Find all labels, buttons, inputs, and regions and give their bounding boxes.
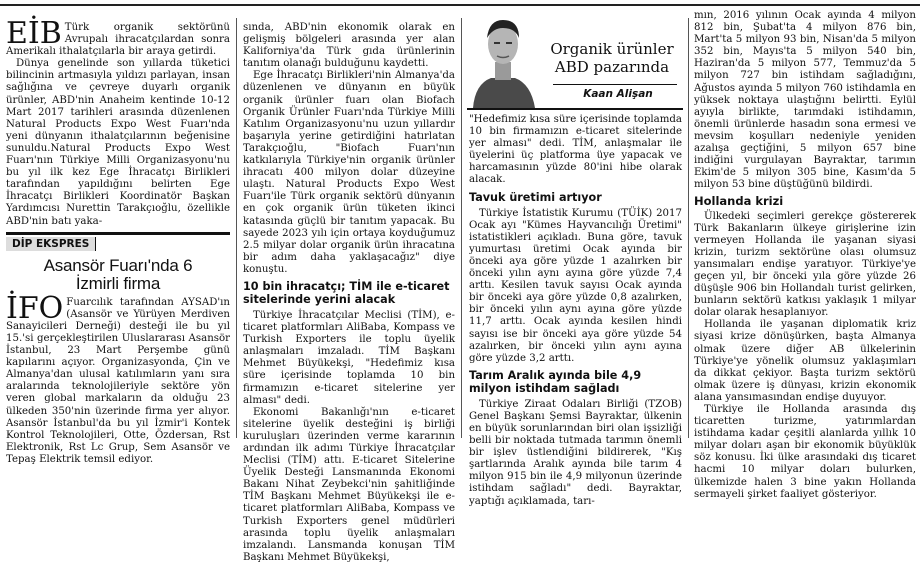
column-rule [461,18,462,438]
header-rule [467,108,683,110]
body-paragraph: mın, 2016 yılının Ocak ayında 4 milyon 812 bin, Şubat'ta 4 milyon 876 bin, Mart'ta 5 milyon 93 bin, Nisan'da 5 milyon 352 bin, Mayıs'ta 5 milyon 540 bin, Haziran'da 5 milyon 577, Temmuz'da 5 milyon 727 bin istihdam sağladığını, Ağustos ayında 5 milyon 760 istihdamla en yüksek noktaya ulaştığını belirtti. Eylül ayıyla birlikte, tarımdaki istihdamın, önemli ürünlerde hasadın sona ermesi ve mevsim koşulları nedeniyle yeniden azalışa geçtiğini, 5 milyon 657 bine indiğini vurgulayan Bayraktar, tarımın Ekim'de 5 milyon 305 bine, Kasım'da 5 milyon 53 bine düştüğünü bildirdi. [694,10,916,191]
column-2 [243,22,455,564]
title-rule [553,84,677,85]
column-title: Organik ürünler ABD pazarında [550,40,674,76]
column-3 [469,114,682,508]
author-portrait-icon [469,6,537,108]
author-photo [469,6,537,108]
body-paragraph: Ülkedeki seçimleri gerekçe göstererek Türk Bakanların ülkeye girişlerine izin vermeyen Hollanda ile yaşanan siyasi krizin, turizm sektörüne olası olumsuz yansımaları endişe yaratıyor. Türkiye'ye geçen yıl, bir önceki yıla göre yüzde 26 düşüşle 906 bin Hollandalı turist gelirken, bunların sektörü katkısı yaklaşık 1 milyar dolar olarak hesaplanıyor. [694,210,916,319]
dropcap: İFO [6,290,64,326]
lead-paragraph: EİB Türk organik sektörünü Avrupalı ihracatçılardan sonra Amerikalı ithalatçılarla bir araya getirdi. [6,16,230,58]
byline: Kaan Alişan [583,88,653,100]
column-1 [6,16,230,466]
subheading: Hollanda krizi [694,194,784,209]
body-paragraph: "Hedefimiz kısa süre içerisinde toplamda 10 bin firmamızın e-ticaret sitelerinde yer alması" dedi. TİM, anlaşmalar ile üyelerini üç platforma üye yapacak ve harcamasının yüzde 80'ini hibe olarak alacak. [469,114,682,186]
dropcap: EİB [6,16,62,51]
box-headline: Asansör Fuarı'nda 6 İzmirli firma [43,255,193,293]
body-paragraph: Türkiye İhracatçılar Meclisi (TİM), e-ticaret platformları AliBaba, Kompass ve Turkish Exporters ile toplu üyelik anlaşmaları imzaladı. TİM Başkanı Mehmet Büyükekşi, "Hedefimiz kısa süre içerisinde toplamda 10 bin firmamızın e-ticaret sitelerine yer alması" dedi. [243,309,455,406]
body-paragraph: Ege İhracatçı Birlikleri'nin Almanya'da düzenlenen ve dünyanın en büyük organik ürünler fuarı olan Biofach Organik Ürünler Fuarı'nda Türkiye Milli Katılım Organizasyonu'nu uzun yıllardır başarıyla yerine getirdiğini hatırlatan Tarakçıoğlu, "Biofach Fuarı'nın katkılarıyla Türkiye'nin organik ürünler ihracatı 400 milyon dolar düzeyine ulaştı. Natural Products Expo West Fuarı'ile Türk organik sektörü dünyanın en çok organik ürün tüketen ikinci katasında güçlü bir tanıtım yapacak. Bu sayede 2023 yılı için ortaya koyduğumuz 2.5 milyar dolar organik ürün ihracatına bir adım daha yaklaşacağız" diye konuştu. [243,70,455,275]
body-paragraph: Türkiye ile Hollanda arasında dış ticaretten turizme, yatırımlardan istihdama kadar çeşitli alanlarda yıllık 10 milyar doları aşan bir ekonomik büyüklük söz konusu. İki ülke arasındaki dış ticaret hacmi 10 milyar doları bulurken, ülkemizde halen 3 bine yakın Hollanda sermayeli şirket faaliyet gösteriyor. [694,404,916,500]
column-rule [688,18,689,438]
body-paragraph: Ekonomi Bakanlığı'nın e-ticaret sitelerine üyelik desteğini iş birliği kuruluşları üzerinden verme kararının ardından ilk adımı Türkiye İhracatçılar Meclisi (TİM) attı. E-ticaret Sitelerine Üyelik Desteği Lansmanında Ekonomi Bakanı Nihat Zeybekci'nin şahitliğinde TİM Başkanı Mehmet Büyükekşi ile e-ticaret platformları AliBaba, Kompass ve Turkish Exporters genel müdürleri arasında toplu üyelik anlaşmaları imzalandı. Lansmanda konuşan TİM Başkanı Mehmet Büyükekşi, [243,406,455,563]
column-rule [236,18,237,438]
body-paragraph: Hollanda ile yaşanan diplomatik kriz siyasi krize dönüşürken, başta Almanya olmak üzere diğer AB ülkelerinin Türkiye'ye yönelik olumsuz yaklaşımları da dikkat çekiyor. Başta turizm sektörü olmak üzere iş dünyası, krizin ekonomik alana yansımasından endişe duyuyor. [694,319,916,403]
subheading: 10 bin ihracatçı; TİM ile e-ticaret sitelerinde yerini alacak [243,279,450,306]
body-paragraph: Dünya genelinde son yıllarda tüketici bilincinin artmasıyla yıldızı parlayan, insan sağlığına ve çevreye duyarlı organik ürünler, ABD'nin Anaheim kentinde 10-12 Mart 2017 tarihleri arasında düzenlenen Natural Products Expo West Fuarı'nda yeni dünyanın ithalatçılarının beğenisine sunuldu.Natural Products Expo West Fuarı'nın Türkiye Milli Organizasyonu'nu bu yıl ilk kez Ege İhracatçı Birlikleri tarafından yapıldığını belirten Ege İhracatçı Birlikleri Koordinatör Başkan Yardımcısı Nurettin Tarakçıoğlu, özellikle ABD'nin batı yaka- [6,58,230,227]
body-paragraph: Türkiye Ziraat Odaları Birliği (TZOB) Genel Başkanı Şemsi Bayraktar, ülkenin en büyük sorunlarından biri olan işsizliği belli bir noktada tutmada tarımın önemli bir işlev üstlendiğini bildirerek, "Kış şartlarında Aralık ayında bile tarım 4 milyon 915 bin ile 4,9 milyonun üzerinde istihdam sağladı" dedi. Bayraktar, yaptığı açıklamada, tarı- [469,398,682,507]
subheading: Tarım Aralık ayında bile 4,9 milyon istihdam sağladı [469,368,642,395]
body-paragraph: Türkiye İstatistik Kurumu (TÜİK) 2017 Ocak ayı "Kümes Hayvancılığı Üretimi" istatistikleri açıkladı. Buna göre, tavuk yumurtası üretimi Ocak ayında bir önceki aya göre yüzde 1 azalırken bir önceki yılın aynı ayına göre yüzde 7,4 arttı. Kesilen tavuk sayısı Ocak ayında bir önceki aya göre yüzde 0,8 azalırken, bir önceki yılın aynı ayına göre yüzde 11,7 arttı. Ocak ayında kesilen hindi sayısı ise bir önceki aya göre yüzde 54 azalırken, bir önceki yılın aynı ayına göre yüzde 3,2 arttı. [469,207,682,364]
top-rule [0,4,920,6]
body-paragraph: sında, ABD'nin ekonomik olarak en gelişmiş bölgeleri arasında yer alan Kaliforniya'da Türk gıda ürünlerinin tanıtım olanağı bulduğunu kaydetti. [243,22,455,70]
news-box [6,232,230,466]
column-4 [694,10,916,501]
kicker: DİP EKSPRES [6,237,96,251]
box-paragraph: İFO Fuarcılık tarafından AYSAD'ın (Asansör ve Yürüyen Merdiven Sanayicileri Derneği) desteği ile bu yıl 15.'si gerçekleştirilen Uluslararası Asansör İstanbul, 23 Mart Perşembe günü kapılarını açıyor. Organizasyonda, Çin ve Almanya'dan ulusal katılımların yanı sıra aralarında teknolojileriyle sektöre yön veren global markaların da olduğu 23 ülkeden 350'nin üzerinde firma yer alıyor. Asansör İstanbul'da bu yıl İzmir'i Kontek Kontrol Teknolojileri, Otte, Özdersan, Rst Elektronik, Rst Lc Grup, Sem Asansör ve Tepaş Elektrik temsil ediyor. [6,290,230,465]
subheading: Tavuk üretimi artıyor [469,190,602,204]
